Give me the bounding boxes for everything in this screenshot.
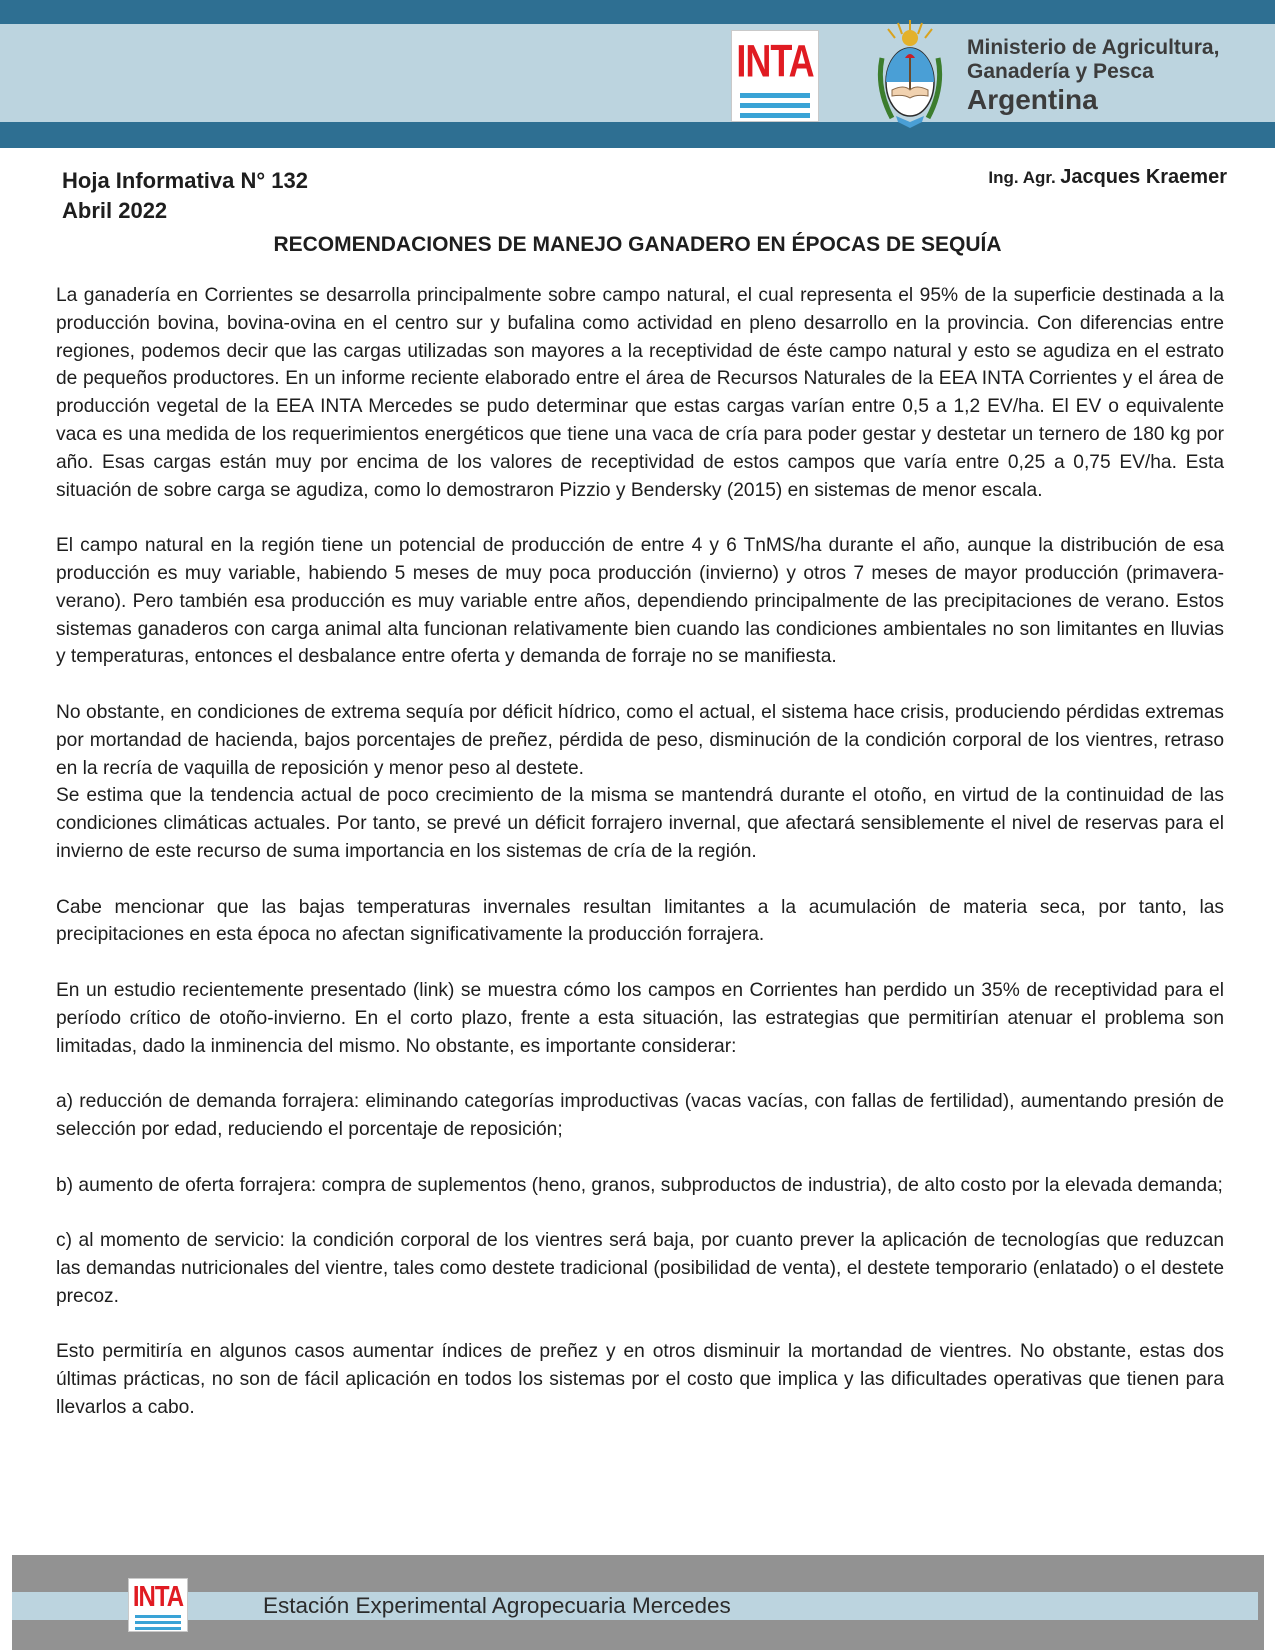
- paragraph: En un estudio recientemente presentado (link) se muestra cómo los campos en Corrientes han perdido un 35% de receptividad para el período crítico de otoño-invierno. En el corto plazo, frente a esta situación, las estrategias que permitirían atenuar el problema son limitadas, dado la inminencia del mismo. No obstante, es importante considerar:: [56, 979, 1224, 1057]
- paragraph: El campo natural en la región tiene un potencial de producción de entre 4 y 6 TnMS/ha durante el año, aunque la distribución de esa producción es muy variable, habiendo 5 meses de muy poca producción (invierno) y otros 7 meses de mayor producción (primavera-verano). Pero también esa producción es muy variable entre años, dependiendo principalmente de las precipitaciones de verano. Estos sistemas ganaderos con carga animal alta funcionan relativamente bien cuando las condiciones ambientales no son limitantes en lluvias y temperaturas, entonces el desbalance entre oferta y demanda de forraje no se manifiesta.: [56, 535, 1224, 668]
- footer-inta-logo-text: INTA: [132, 1581, 184, 1614]
- author-name: Jacques Kraemer: [1060, 166, 1227, 188]
- author-prefix: Ing. Agr.: [988, 168, 1056, 187]
- footer-logo-stripe: [135, 1615, 181, 1618]
- list-item-c: c) al momento de servicio: la condición corporal de los vientres será baja, por cuanto prever la aplicación de tecnologías que reduzcan las demandas nutricionales del vientre, tales como destete tradicional (posibilidad de venta), el destete temporario (enlatado) o el destete precoz.: [56, 1230, 1224, 1307]
- header-top-band: [0, 0, 1275, 24]
- document-title: RECOMENDACIONES DE MANEJO GANADERO EN ÉPOCAS DE SEQUÍA: [273, 233, 1002, 256]
- ministry-line-1: Ministerio de Agricultura,: [967, 36, 1220, 59]
- bulletin-number: Hoja Informativa N° 132: [62, 168, 308, 193]
- argentina-coat-of-arms-icon: [874, 18, 946, 132]
- footer-logo-stripe: [135, 1627, 181, 1630]
- inta-logo-stripe: [740, 93, 810, 98]
- paragraph: Esto permitiría en algunos casos aumentar índices de preñez y en otros disminuir la mortandad de vientres. No obstante, estas dos últimas prácticas, no son de fácil aplicación en todos los sistemas por el costo que implica y las dificultades operativas que tienen para llevarlos a cabo.: [56, 1341, 1224, 1418]
- footer-station-name: Estación Experimental Agropecuaria Mercedes: [263, 1593, 731, 1618]
- inta-logo-stripe: [740, 103, 810, 108]
- ministry-name: [967, 36, 1219, 116]
- inta-logo-text: INTA: [736, 35, 814, 87]
- paragraph: Cabe mencionar que las bajas temperaturas invernales resultan limitantes a la acumulación de materia seca, por tanto, las precipitaciones en esta época no afectan significativamente la producción forrajera.: [56, 896, 1224, 946]
- footer-inta-logo: [128, 1578, 188, 1632]
- bulletin-date: Abril 2022: [62, 198, 168, 223]
- document-body: [56, 282, 1224, 1449]
- inta-logo-stripe: [740, 113, 810, 118]
- header-bottom-band: [0, 122, 1275, 148]
- paragraph: La ganadería en Corrientes se desarrolla principalmente sobre campo natural, el cual representa el 95% de la superficie destinada a la producción bovina, bovina-ovina en el centro sur y bufalina como actividad en pleno desarrollo en la provincia. Con diferencias entre regiones, podemos decir que las cargas utilizadas son mayores a la receptividad de éste campo natural y esto se agudiza en el estrato de pequeños productores. En un informe reciente elaborado entre el área de Recursos Naturales de la EEA INTA Corrientes y el área de producción vegetal de la EEA INTA Mercedes se pudo determinar que estas cargas varían entre 0,5 a 1,2 EV/ha. El EV o equivalente vaca es una medida de los requerimientos energéticos que tiene una vaca de cría para poder gestar y destetar un ternero de 180 kg por año. Esas cargas están muy por encima de los valores de receptividad de estos campos que varía entre 0,25 a 0,75 EV/ha. Esta situación de sobre carga se agudiza, como lo demostraron Pizzio y Bendersky (2015) en sistemas de menor escala.: [56, 285, 1224, 501]
- paragraph: Se estima que la tendencia actual de poco crecimiento de la misma se mantendrá durante el otoño, en virtud de la continuidad de las condiciones climáticas actuales. Por tanto, se prevé un déficit forrajero invernal, que afectará sensiblemente el nivel de reservas para el invierno de este recurso de suma importancia en los sistemas de cría de la región.: [56, 785, 1224, 862]
- author: [988, 166, 1227, 189]
- inta-logo: [731, 30, 819, 122]
- list-item-a: a) reducción de demanda forrajera: eliminando categorías improductivas (vacas vacías, con fallas de fertilidad), aumentando presión de selección por edad, reduciendo el porcentaje de reposición;: [56, 1091, 1224, 1140]
- bulletin-meta: [62, 166, 308, 226]
- list-item-b: b) aumento de oferta forrajera: compra de suplementos (heno, granos, subproductos de industria), de alto costo por la elevada demanda;: [56, 1174, 1223, 1196]
- ministry-line-3: Argentina: [967, 84, 1098, 115]
- paragraph: No obstante, en condiciones de extrema sequía por déficit hídrico, como el actual, el sistema hace crisis, produciendo pérdidas extremas por mortandad de hacienda, bajos porcentajes de preñez, pérdida de peso, disminución de la condición corporal de los vientres, retraso en la recría de vaquilla de reposición y menor peso al destete.: [56, 701, 1224, 779]
- footer-logo-stripe: [135, 1621, 181, 1624]
- ministry-line-2: Ganadería y Pesca: [967, 60, 1154, 83]
